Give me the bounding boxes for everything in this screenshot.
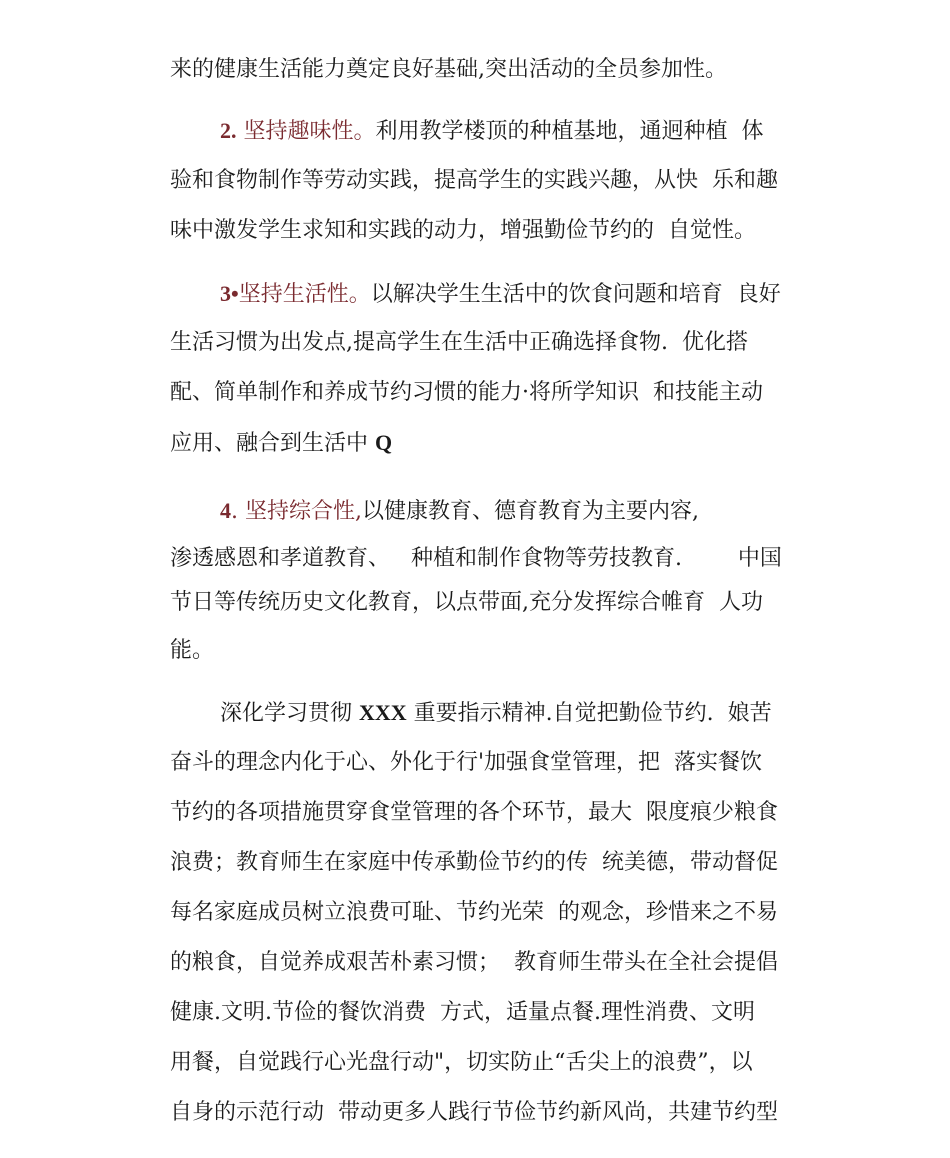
closing-line1-pre: 深化学习贯彻 — [219, 701, 352, 726]
item3-line3 — [142, 348, 763, 405]
item3-line2-text: 生活习惯为出发点,提高学生在生活中正确选择食物. 优化搭 — [169, 330, 748, 355]
closing-line9-text: 自身的示范行动 带动更多人践行节俭节约新风尚，共建节约型 — [169, 1100, 778, 1125]
item4-line4 — [142, 606, 214, 663]
closing-line7 — [142, 968, 755, 1025]
item3-heading-line — [192, 249, 781, 307]
item4-number: 4 — [219, 498, 231, 523]
closing-line1-bold: XXX — [359, 700, 407, 725]
paragraph-intro-line — [142, 25, 727, 82]
item2-line3-text: 味中激发学生求知和实践的动力，增强勤俭节约的 自觉性。 — [169, 218, 756, 243]
closing-line1 — [192, 668, 772, 726]
item2-title: 坚持趣味性 — [243, 119, 354, 144]
item4-title-punct: , — [355, 499, 362, 524]
item2-line1-text: 利用教学楼顶的种植基地，通迥种植 体 — [375, 119, 764, 144]
item3-number: 3• — [219, 281, 239, 306]
item4-line4-text: 能。 — [169, 638, 214, 663]
closing-line8 — [142, 1018, 753, 1075]
closing-line2 — [142, 718, 763, 775]
item2-line2-text: 验和食物制作等劳动实践，提高学生的实践兴趣，从快 乐和趣 — [169, 168, 778, 193]
item3-line1-text: 以解决学生生活中的饮食问题和培育 良好 — [370, 282, 781, 307]
item3-title: 坚持生活性 — [238, 282, 349, 307]
item3-line4 — [142, 398, 393, 456]
item3-line4-tail: Q — [375, 430, 393, 455]
item3-line4-text: 应用、融合到生活中 — [169, 431, 368, 456]
item4-line2 — [142, 514, 782, 571]
item2-line3 — [142, 186, 756, 243]
item4-line1-text: 以健康教育、德育教育为主要内容, — [362, 499, 699, 524]
item2-title-punct: 。 — [353, 119, 376, 144]
item4-line3 — [142, 558, 763, 615]
closing-line3-text: 节约的各项措施贯穿食堂管理的各个环节，最大 限度痕少粮食 — [169, 800, 778, 825]
closing-line4-text: 浪费；教育师生在家庭中传承勤俭节约的传 统美德，带动督促 — [169, 850, 778, 875]
closing-line5 — [142, 868, 778, 925]
closing-line1-post: 重要指示精神.自觉把勤俭节约. 娘苦 — [413, 701, 772, 726]
item4-line3-text: 节日等传统历史文化教育，以点带面,充分发挥综合帷育 人功 — [169, 590, 763, 615]
closing-line8-text: 用餐，自觉践行心光盘行动"，切实防止“舌尖上的浪费”，以 — [169, 1050, 753, 1075]
item3-title-punct: 。 — [348, 282, 371, 307]
item4-line2-text: 渗透感恩和孝道教育、 种植和制作食物等劳技教育. 中国 — [169, 546, 782, 571]
item3-line2 — [142, 298, 748, 355]
intro-text: 来的健康生活能力奠定良好基础,突出活动的全员参加性。 — [169, 57, 727, 82]
item2-line2 — [142, 136, 778, 193]
closing-line7-text: 健康.文明.节俭的餐饮消费 方式，适量点餐.理性消费、文明 — [169, 1000, 755, 1025]
item4-number-dot: . — [230, 499, 238, 524]
closing-line2-text: 奋斗的理念内化于心、外化于行'加强食堂管理，把 落实餐饮 — [169, 750, 763, 775]
item2-heading-line — [192, 86, 764, 144]
closing-line4 — [142, 818, 778, 875]
item3-line3-text: 配、简单制作和养成节约习惯的能力·将所学知识 和技能主动 — [169, 380, 763, 405]
closing-line6 — [142, 918, 778, 975]
item2-number: 2. — [219, 118, 237, 143]
closing-line9 — [142, 1068, 778, 1125]
closing-line5-text: 每名家庭成员树立浪费可耻、节约光荣 的观念，珍惜来之不易 — [169, 900, 778, 925]
item4-title: 坚持综合性 — [244, 499, 355, 524]
closing-line6-text: 的粮食，自觉养成艰苦朴素习惯； 教育师生带头在全社会提倡 — [169, 950, 778, 975]
item4-heading-line — [192, 466, 699, 524]
closing-line3 — [142, 768, 778, 825]
